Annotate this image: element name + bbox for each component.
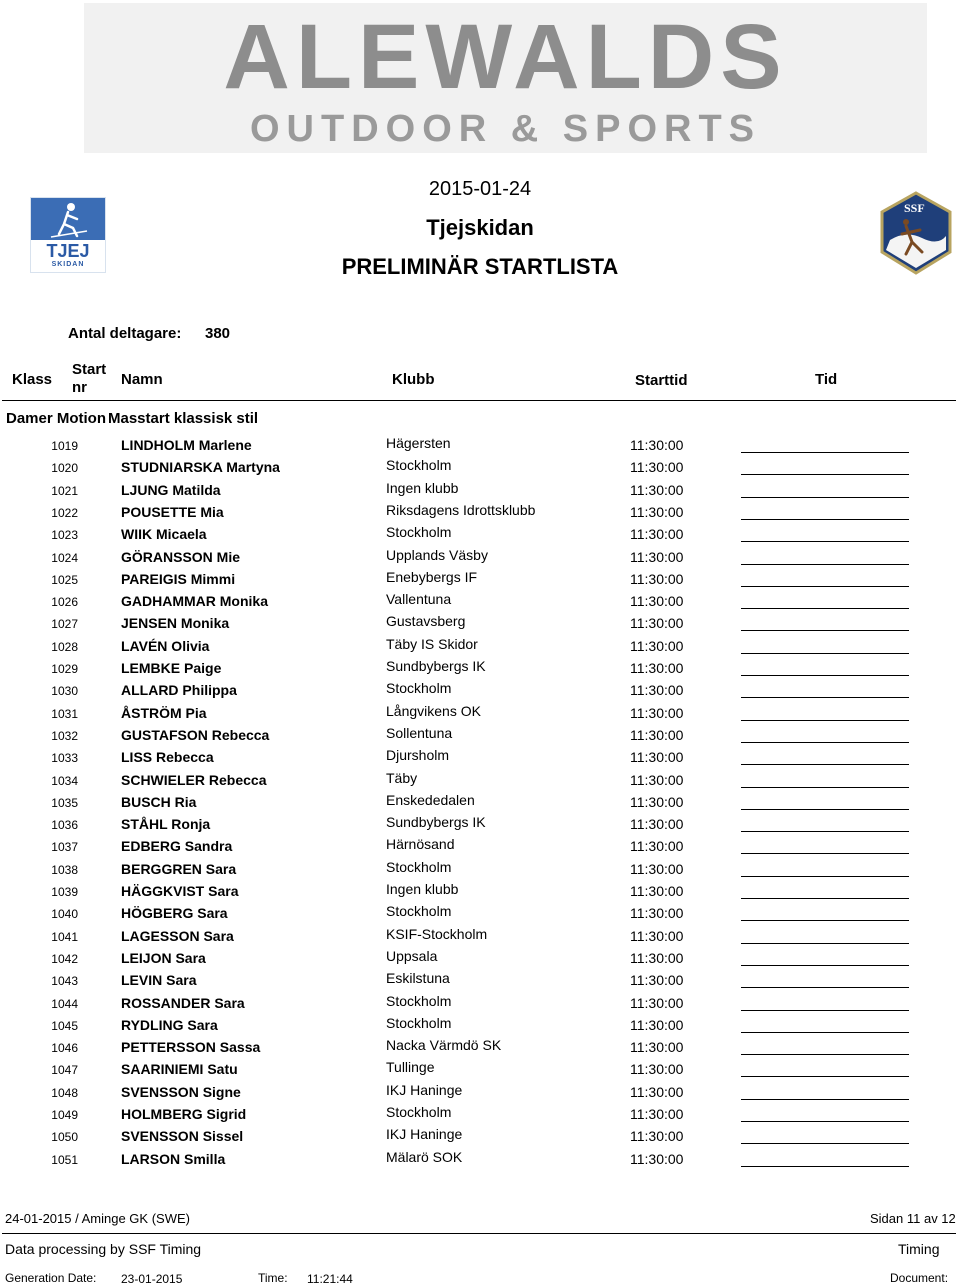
athlete-name: LEMBKE Paige	[121, 660, 222, 676]
start-time: 11:30:00	[630, 771, 684, 788]
result-time-blank-line	[741, 764, 909, 765]
table-row	[0, 657, 960, 679]
athlete-name: LJUNG Matilda	[121, 481, 221, 498]
list-title: PRELIMINÄR STARTLISTA	[341, 254, 619, 279]
table-row	[0, 1103, 960, 1125]
athlete-name: ÅSTRÖM Pia	[121, 704, 207, 721]
table-row	[0, 769, 960, 791]
athlete-name: POUSETTE Mia	[121, 503, 224, 520]
table-row	[0, 902, 960, 924]
result-time-blank-line	[741, 943, 909, 944]
athlete-name: PETTERSSON Sassa	[121, 1039, 261, 1056]
table-row	[0, 746, 960, 768]
table-row	[0, 992, 960, 1014]
result-time-blank-line	[741, 1076, 909, 1077]
start-number: 1021	[51, 483, 78, 498]
table-row	[0, 1081, 960, 1103]
club-name: IKJ Haninge	[386, 1126, 463, 1143]
start-number: 1020	[51, 461, 78, 476]
athlete-name: SVENSSON Sissel	[121, 1128, 244, 1145]
generation-time-label: Time:	[258, 1271, 288, 1285]
start-time: 11:30:00	[630, 503, 684, 520]
club-name: Stockholm	[386, 1014, 452, 1031]
athlete-name: JENSEN Monika	[121, 615, 230, 632]
start-number: 1044	[51, 996, 78, 1011]
table-row	[0, 434, 960, 456]
start-number: 1037	[51, 840, 78, 855]
column-header-nr: nr	[72, 379, 87, 396]
result-time-blank-line	[741, 965, 909, 966]
result-time-blank-line	[741, 474, 909, 475]
club-name: Riksdagens Idrottsklubb	[386, 501, 536, 518]
athlete-name: SVENSSON Signe	[121, 1083, 241, 1100]
result-time-blank-line	[741, 653, 909, 654]
start-time: 11:30:00	[630, 883, 684, 899]
sponsor-banner	[84, 3, 927, 153]
start-number: 1028	[51, 639, 78, 654]
result-time-blank-line	[741, 608, 909, 609]
generation-date-label: Generation Date:	[5, 1271, 97, 1285]
start-time: 11:30:00	[630, 1016, 684, 1033]
logo-subtext: SKIDAN	[51, 261, 85, 268]
club-name: Gustavsberg	[386, 613, 466, 630]
column-header-tid: Tid	[815, 371, 838, 388]
start-time: 11:30:00	[630, 548, 684, 565]
start-number: 1051	[51, 1152, 78, 1167]
participant-count: 380	[205, 325, 231, 342]
club-name: Stockholm	[386, 457, 452, 474]
start-number: 1034	[51, 773, 78, 788]
start-number: 1048	[51, 1085, 78, 1100]
column-header-klass: Klass	[12, 371, 53, 388]
club-name: Uppsala	[386, 947, 438, 964]
club-name: Enebybergs IF	[386, 568, 478, 585]
club-name: Mälarö SOK	[386, 1148, 463, 1165]
club-name: Täby IS Skidor	[386, 635, 478, 652]
start-time: 11:30:00	[630, 481, 684, 498]
start-time: 11:30:00	[630, 593, 684, 610]
start-time: 11:30:00	[630, 526, 684, 543]
result-time-blank-line	[741, 697, 909, 698]
footer-divider	[2, 1233, 956, 1234]
participant-count-label: Antal deltagare:	[68, 325, 182, 342]
class-name: Damer Motion	[6, 410, 107, 427]
start-number: 1035	[51, 795, 78, 810]
club-name: Hägersten	[386, 435, 451, 451]
result-time-blank-line	[741, 497, 909, 498]
start-number: 1040	[51, 907, 78, 922]
athlete-name: ROSSANDER Sara	[121, 994, 245, 1011]
club-name: Stockholm	[386, 524, 452, 541]
table-row	[0, 501, 960, 523]
start-time: 11:30:00	[630, 838, 684, 855]
start-number: 1050	[51, 1130, 78, 1145]
event-date: 2015-01-24	[428, 178, 532, 200]
start-number: 1031	[51, 706, 78, 721]
table-row	[0, 590, 960, 612]
table-row	[0, 880, 960, 902]
start-number: 1019	[51, 439, 78, 453]
start-time: 11:30:00	[630, 1039, 684, 1056]
start-number: 1045	[51, 1018, 78, 1033]
start-number: 1026	[51, 595, 78, 610]
start-time: 11:30:00	[630, 682, 684, 699]
start-number: 1022	[51, 505, 78, 520]
club-name: IKJ Haninge	[386, 1081, 463, 1098]
club-name: Sundbybergs IK	[386, 658, 486, 674]
athlete-name: BERGGREN Sara	[121, 860, 237, 877]
document-label: Document:	[890, 1271, 949, 1285]
start-time: 11:30:00	[630, 749, 684, 766]
table-row	[0, 724, 960, 746]
table-row	[0, 679, 960, 701]
start-time: 11:30:00	[630, 615, 684, 632]
start-number: 1029	[51, 662, 78, 676]
club-name: Sollentuna	[386, 724, 453, 741]
start-time: 11:30:00	[630, 1106, 684, 1122]
column-header-klubb: Klubb	[392, 371, 435, 388]
timing-label: Timing	[898, 1241, 940, 1257]
athlete-name: STÅHL Ronja	[121, 816, 211, 833]
result-time-blank-line	[741, 519, 909, 520]
start-time: 11:30:00	[630, 570, 684, 587]
club-name: Stockholm	[386, 858, 452, 875]
banner-tagline: OUTDOOR & SPORTS	[249, 108, 762, 150]
result-time-blank-line	[741, 541, 909, 542]
header-divider	[2, 400, 956, 401]
club-name: Långvikens OK	[386, 702, 481, 719]
athlete-name: LEIJON Sara	[121, 949, 206, 966]
footer-venue: 24-01-2015 / Aminge GK (SWE)	[5, 1211, 190, 1226]
start-number: 1033	[51, 751, 78, 766]
start-time: 11:30:00	[630, 949, 684, 966]
start-number: 1042	[51, 951, 78, 966]
column-header-starttid: Starttid	[635, 372, 688, 389]
table-row	[0, 791, 960, 813]
start-number: 1032	[51, 728, 78, 743]
start-time: 11:30:00	[630, 905, 684, 922]
result-time-blank-line	[741, 809, 909, 810]
data-processing-credit: Data processing by SSF Timing	[5, 1241, 202, 1257]
athlete-name: LAVÉN Olivia	[121, 637, 210, 654]
table-row	[0, 813, 960, 835]
result-time-blank-line	[741, 987, 909, 988]
table-row	[0, 456, 960, 478]
club-name: Sundbybergs IK	[386, 814, 486, 831]
athlete-name: STUDNIARSKA Martyna	[121, 459, 280, 476]
club-name: Djursholm	[386, 747, 450, 764]
club-name: KSIF-Stockholm	[386, 925, 488, 942]
table-row	[0, 568, 960, 590]
result-time-blank-line	[741, 1166, 909, 1167]
start-time: 11:30:00	[630, 704, 684, 721]
table-row	[0, 1148, 960, 1170]
club-name: Stockholm	[386, 903, 452, 920]
club-name: Upplands Väsby	[386, 546, 488, 563]
start-time: 11:30:00	[630, 927, 684, 944]
result-time-blank-line	[741, 920, 909, 921]
club-name: Härnösand	[386, 836, 455, 853]
athlete-name: GUSTAFSON Rebecca	[121, 726, 270, 743]
athlete-name: HÄGGKVIST Sara	[121, 883, 239, 899]
athlete-name: GADHAMMAR Monika	[121, 593, 268, 610]
club-name: Ingen klubb	[386, 881, 459, 897]
table-row	[0, 835, 960, 857]
start-number: 1023	[51, 528, 78, 543]
athlete-name: LARSON Smilla	[121, 1150, 226, 1167]
start-number: 1049	[51, 1108, 78, 1122]
table-row	[0, 702, 960, 724]
result-time-blank-line	[741, 853, 909, 854]
table-row	[0, 1036, 960, 1058]
start-number: 1043	[51, 974, 78, 989]
class-style: Masstart klassisk stil	[108, 410, 259, 427]
table-row	[0, 523, 960, 545]
start-number: 1041	[51, 929, 78, 944]
result-time-blank-line	[741, 1054, 909, 1055]
start-number: 1038	[51, 862, 78, 877]
ssf-letters: SSF	[904, 201, 925, 215]
result-time-blank-line	[741, 1032, 909, 1033]
start-time: 11:30:00	[630, 437, 684, 453]
club-name: Enskededalen	[386, 791, 475, 808]
table-row	[0, 612, 960, 634]
start-number: 1024	[51, 550, 78, 565]
athlete-name: HOLMBERG Sigrid	[121, 1106, 247, 1122]
table-row	[0, 925, 960, 947]
club-name: Eskilstuna	[386, 970, 450, 987]
table-row	[0, 858, 960, 880]
start-time: 11:30:00	[630, 459, 684, 476]
column-header-start: Start	[72, 361, 107, 378]
start-number: 1030	[51, 684, 78, 699]
club-name: Stockholm	[386, 1104, 452, 1120]
start-number: 1025	[51, 572, 78, 587]
result-time-blank-line	[741, 720, 909, 721]
start-time: 11:30:00	[630, 1083, 684, 1100]
athlete-name: LISS Rebecca	[121, 749, 214, 766]
start-time: 11:30:00	[630, 994, 684, 1011]
table-row	[0, 1014, 960, 1036]
page-number: Sidan 11 av 12	[870, 1211, 956, 1226]
club-name: Stockholm	[386, 680, 452, 697]
start-time: 11:30:00	[630, 972, 684, 989]
athlete-name: LEVIN Sara	[121, 972, 197, 989]
result-time-blank-line	[741, 898, 909, 899]
result-time-blank-line	[741, 1143, 909, 1144]
start-time: 11:30:00	[630, 793, 684, 810]
start-time: 11:30:00	[630, 1061, 684, 1078]
result-time-blank-line	[741, 675, 909, 676]
start-time: 11:30:00	[630, 816, 684, 833]
athlete-name: PAREIGIS Mimmi	[121, 570, 236, 587]
result-time-blank-line	[741, 586, 909, 587]
column-header-namn: Namn	[121, 371, 163, 388]
club-name: Nacka Värmdö SK	[386, 1037, 502, 1054]
athlete-name: RYDLING Sara	[121, 1016, 218, 1033]
result-time-blank-line	[741, 742, 909, 743]
result-time-blank-line	[741, 831, 909, 832]
start-time: 11:30:00	[630, 660, 684, 676]
club-name: Tullinge	[386, 1059, 435, 1076]
result-time-blank-line	[741, 876, 909, 877]
generation-time: 11:21:44	[307, 1272, 353, 1286]
generation-date: 23-01-2015	[121, 1272, 183, 1286]
start-time: 11:30:00	[630, 1150, 684, 1167]
table-row	[0, 947, 960, 969]
club-name: Täby	[386, 769, 418, 786]
start-number: 1036	[51, 818, 78, 833]
result-time-blank-line	[741, 787, 909, 788]
athlete-name: SCHWIELER Rebecca	[121, 771, 267, 788]
start-time: 11:30:00	[630, 637, 684, 654]
club-name: Vallentuna	[386, 591, 452, 608]
start-time: 11:30:00	[630, 1128, 684, 1145]
athlete-name: LINDHOLM Marlene	[121, 437, 252, 453]
athlete-name: ALLARD Philippa	[121, 682, 237, 699]
athlete-name: EDBERG Sandra	[121, 838, 233, 855]
table-row	[0, 1125, 960, 1147]
result-time-blank-line	[741, 630, 909, 631]
banner-brand: ALEWALDS	[223, 6, 788, 108]
table-row	[0, 479, 960, 501]
start-number: 1046	[51, 1041, 78, 1056]
result-time-blank-line	[741, 1121, 909, 1122]
start-time: 11:30:00	[630, 860, 684, 877]
start-number: 1039	[51, 885, 78, 899]
result-time-blank-line	[741, 1010, 909, 1011]
start-time: 11:30:00	[630, 726, 684, 743]
club-name: Ingen klubb	[386, 479, 459, 496]
result-time-blank-line	[741, 564, 909, 565]
event-name: Tjejskidan	[426, 215, 534, 240]
athlete-name: BUSCH Ria	[121, 793, 197, 810]
table-row	[0, 969, 960, 991]
athlete-name: SAARINIEMI Satu	[121, 1061, 238, 1078]
table-row	[0, 1058, 960, 1080]
start-number: 1027	[51, 617, 78, 632]
club-name: Stockholm	[386, 992, 452, 1009]
athlete-name: HÖGBERG Sara	[121, 905, 228, 922]
table-row	[0, 635, 960, 657]
logo-text: TJEJ	[46, 241, 90, 261]
athlete-name: LAGESSON Sara	[121, 927, 234, 944]
result-time-blank-line	[741, 452, 909, 453]
table-row	[0, 546, 960, 568]
result-time-blank-line	[741, 1099, 909, 1100]
athlete-name: GÖRANSSON Mie	[121, 548, 241, 565]
start-number: 1047	[51, 1063, 78, 1078]
athlete-name: WIIK Micaela	[121, 526, 207, 543]
